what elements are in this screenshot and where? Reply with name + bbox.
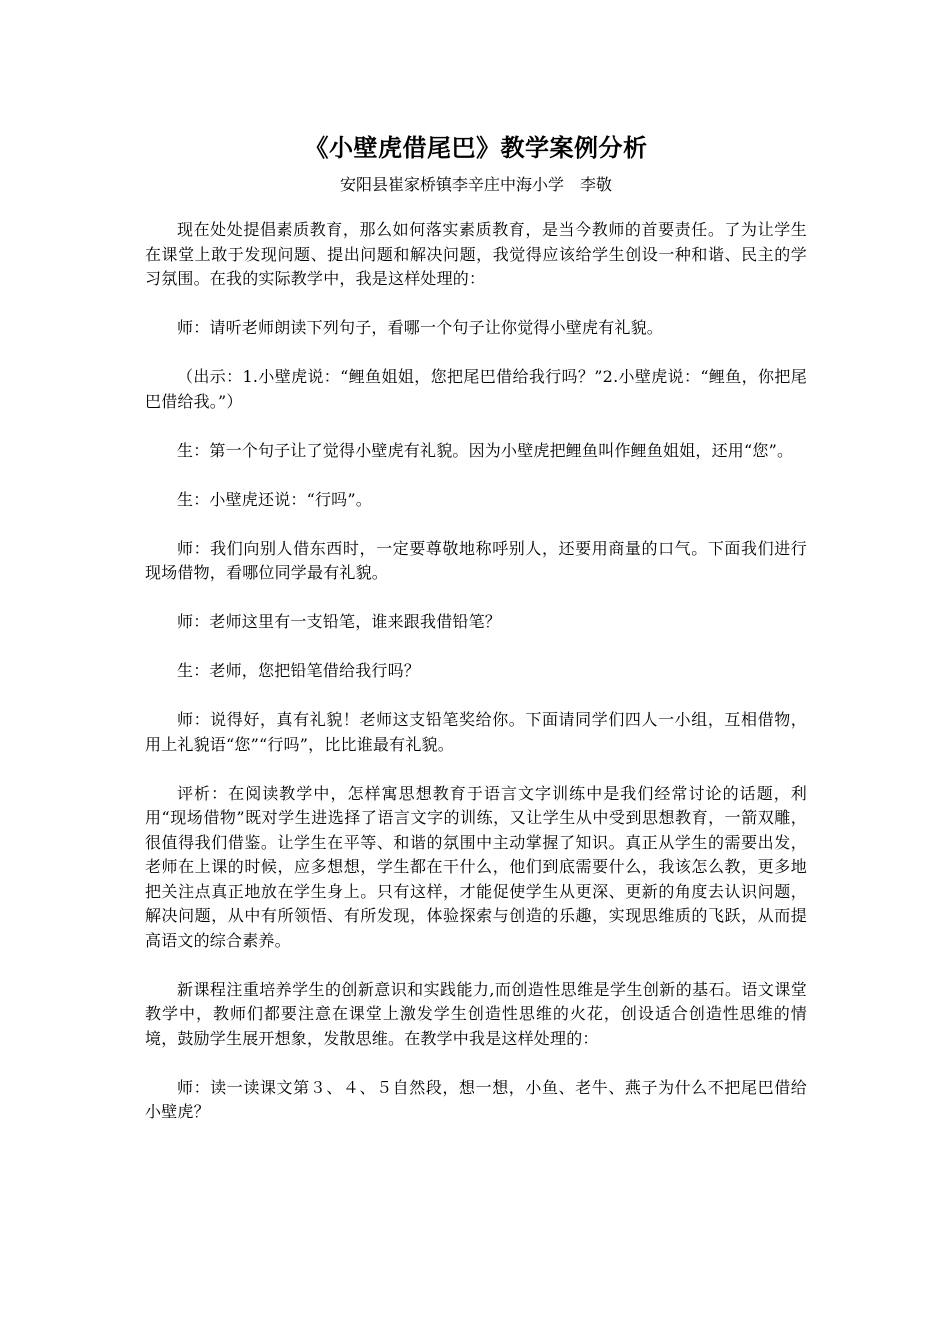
paragraph-student-answer-1: 生：第一个句子让了觉得小壁虎有礼貌。因为小壁虎把鲤鱼叫作鲤鱼姐姐，还用“您”。 bbox=[177, 440, 794, 460]
document-page bbox=[145, 130, 807, 1149]
paragraph-student-pencil: 生：老师，您把铅笔借给我行吗？ bbox=[177, 661, 421, 680]
document-title: 《小壁虎借尾巴》教学案例分析 bbox=[304, 134, 648, 162]
document-author: 安阳县崔家桥镇李辛庄中海小学 李敬 bbox=[339, 175, 612, 194]
paragraph-analysis: 评析：在阅读教学中，怎样寓思想教育于语言文字训练中是我们经常讨论的话题，利用“现场借物”既对学生进选择了语言文字的训练，又让学生从中受到思想教育，一箭双雕，很值得我们借鉴。让学生在平等、和谐的氛围中主动掌握了知识。真正从学生的需要出发，老师在上课的时候，应多想想，学生都在干什么，他们到底需要什么，我该怎么教，更多地把关注点真正地放在学生身上。只有这样，才能促使学生从更深、更新的角度去认识问题，解决问题，从中有所领悟、有所发现，体验探索与创造的乐趣，实现思维质的飞跃，从而提高语文的综合素养。 bbox=[145, 783, 807, 950]
paragraph-teacher-pencil: 师：老师这里有一支铅笔，谁来跟我借铅笔？ bbox=[177, 612, 502, 631]
document-body bbox=[145, 218, 807, 1125]
paragraph-teacher-borrowing: 师：我们向别人借东西时，一定要尊敬地称呼别人，还要用商量的口气。下面我们进行现场借物，看哪位同学最有礼貌。 bbox=[145, 538, 807, 582]
paragraph-teacher-reading: 师：请听老师朗读下列句子，看哪一个句子让你觉得小壁虎有礼貌。 bbox=[177, 318, 664, 337]
paragraph-sentences-shown: （出示：1.小壁虎说：“鲤鱼姐姐，您把尾巴借给我行吗？”2.小壁虎说：“鲤鱼，你把尾巴借给我。”） bbox=[145, 367, 807, 411]
paragraph-teacher-reading-task: 师：读一读课文第３、４、５自然段，想一想，小鱼、老牛、燕子为什么不把尾巴借给小壁虎？ bbox=[145, 1077, 807, 1121]
paragraph-intro: 现在处处提倡素质教育，那么如何落实素质教育，是当今教师的首要责任。了为让学生在课堂上敢于发现问题、提出问题和解决问题，我觉得应该给学生创设一种和谐、民主的学习氛围。在我的实际教学中，我是这样处理的： bbox=[145, 220, 807, 288]
paragraph-teacher-praise: 师：说得好，真有礼貌！老师这支铅笔奖给你。下面请同学们四人一小组，互相借物，用上礼貌语“您”“行吗”，比比谁最有礼貌。 bbox=[145, 710, 807, 754]
paragraph-student-answer-2: 生：小壁虎还说：“行吗”。 bbox=[177, 489, 372, 509]
paragraph-creativity: 新课程注重培养学生的创新意识和实践能力,而创造性思维是学生创新的基石。语文课堂教学中，教师们都要注意在课堂上激发学生创造性思维的火花，创设适合创造性思维的情境，鼓励学生展开想象，发散思维。在教学中我是这样处理的： bbox=[145, 979, 807, 1048]
